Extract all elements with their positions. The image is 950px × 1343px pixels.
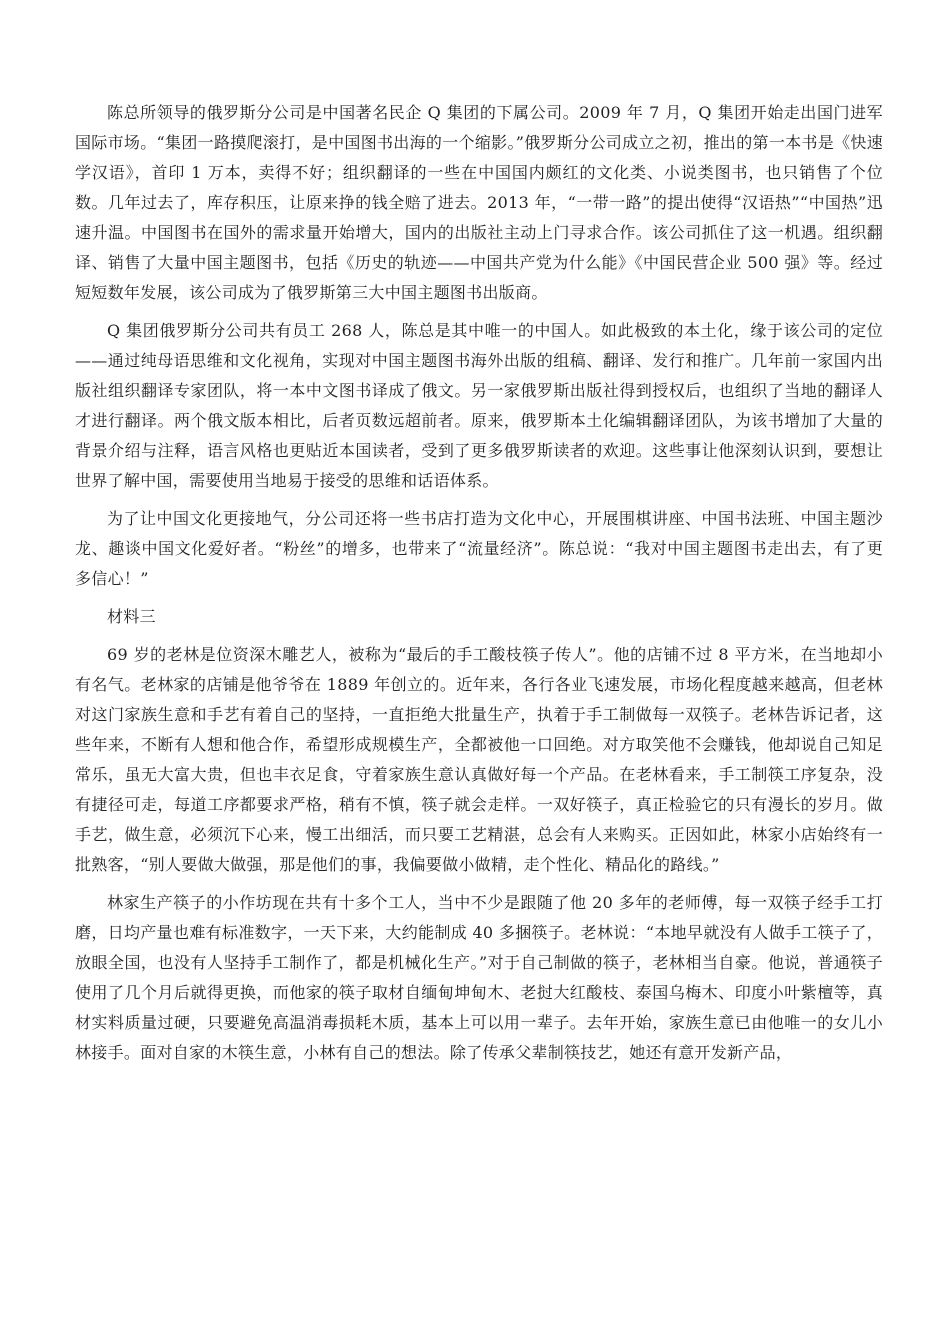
paragraph-localization: Q 集团俄罗斯分公司共有员工 268 人，陈总是其中唯一的中国人。如此极致的本土化，缘于该公司的定位——通过纯母语思维和文化视角，实现对中国主题图书海外出版的组稿、翻译、发行和推广。几年前一家国内出版社组织翻译专家团队，将一本中文图书译成了俄文。另一家俄罗斯出版社得到授权后，也组织了当地的翻译人才进行翻译。两个俄文版本相比，后者页数远超前者。原来，俄罗斯本土化编辑翻译团队，为该书增加了大量的背景介绍与注释，语言风格也更贴近本国读者，受到了更多俄罗斯读者的欢迎。这些事让他深刻认识到，要想让世界了解中国，需要使用当地易于接受的思维和话语体系。: [75, 321, 883, 490]
paragraph-lao-lin-chopsticks: 69 岁的老林是位资深木雕艺人，被称为“最后的手工酸枝筷子传人”。他的店铺不过 8 平方米，在当地却小有名气。老林家的店铺是他爷爷在 1889 年创立的。近年来，各行各业飞速发展，市场化程度越来越高，但老林对这门家族生意和手艺有着自己的坚持，一直拒绝大批量生产，执着于手工制做每一双筷子。老林告诉记者，这些年来，不断有人想和他合作，希望形成规模生产，全都被他一口回绝。对方取笑他不会赚钱，他却说自己知足常乐，虽无大富大贵，但也丰衣足食，守着家族生意认真做好每一个产品。在老林看来，手工制筷工序复杂，没有捷径可走，每道工序都要求严格，稍有不慎，筷子就会走样。一双好筷子，真正检验它的只有漫长的岁月。做手艺，做生意，必须沉下心来，慢工出细活，而只要工艺精湛，总会有人来购买。正因如此，林家小店始终有一批熟客，“别人要做大做强，那是他们的事，我偏要做小做精，走个性化、精品化的路线。”: [75, 645, 883, 874]
document-page: [75, 98, 883, 1076]
paragraph-q-group-history: 陈总所领导的俄罗斯分公司是中国著名民企 Q 集团的下属公司。2009 年 7 月，Q 集团开始走出国门进军国际市场。“集团一路摸爬滚打，是中国图书出海的一个缩影。”俄罗斯分公司成立之初，推出的第一本书是《快速学汉语》，首印 1 万本，卖得不好；组织翻译的一些在中国国内颇红的文化类、小说类图书，也只销售了个位数。几年过去了，库存积压，让原来挣的钱全赔了进去。2013 年，“一带一路”的提出使得“汉语热”“中国热”迅速升温。中国图书在国外的需求量开始增大，国内的出版社主动上门寻求合作。该公司抓住了这一机遇。组织翻译、销售了大量中国主题图书，包括《历史的轨迹——中国共产党为什么能》《中国民营企业 500 强》等。经过短短数年发展，该公司成为了俄罗斯第三大中国主题图书出版商。: [75, 103, 883, 302]
paragraph-workshop: 林家生产筷子的小作坊现在共有十多个工人，当中不少是跟随了他 20 多年的老师傅，每一双筷子经手工打磨，日均产量也难有标准数字，一天下来，大约能制成 40 多捆筷子。老林说：“本地早就没有人做手工筷子了，放眼全国，也没有人坚持手工制作了，都是机械化生产。”对于自己制做的筷子，老林相当自豪。他说，普通筷子使用了几个月后就得更换，而他家的筷子取材自缅甸坤甸木、老挝大红酸枝、泰国乌梅木、印度小叶紫檀等，真材实料质量过硬，只要避免高温消毒损耗木质，基本上可以用一辈子。去年开始，家族生意已由他唯一的女儿小林接手。面对自家的木筷生意，小林有自己的想法。除了传承父辈制筷技艺，她还有意开发新产品，: [75, 893, 883, 1062]
paragraph-cultural-center: 为了让中国文化更接地气，分公司还将一些书店打造为文化中心，开展围棋讲座、中国书法班、中国主题沙龙、趣谈中国文化爱好者。“粉丝”的增多，也带来了“流量经济”。陈总说：“我对中国主题图书走出去，有了更多信心！”: [75, 509, 883, 588]
section-heading: 材料三: [107, 607, 156, 626]
